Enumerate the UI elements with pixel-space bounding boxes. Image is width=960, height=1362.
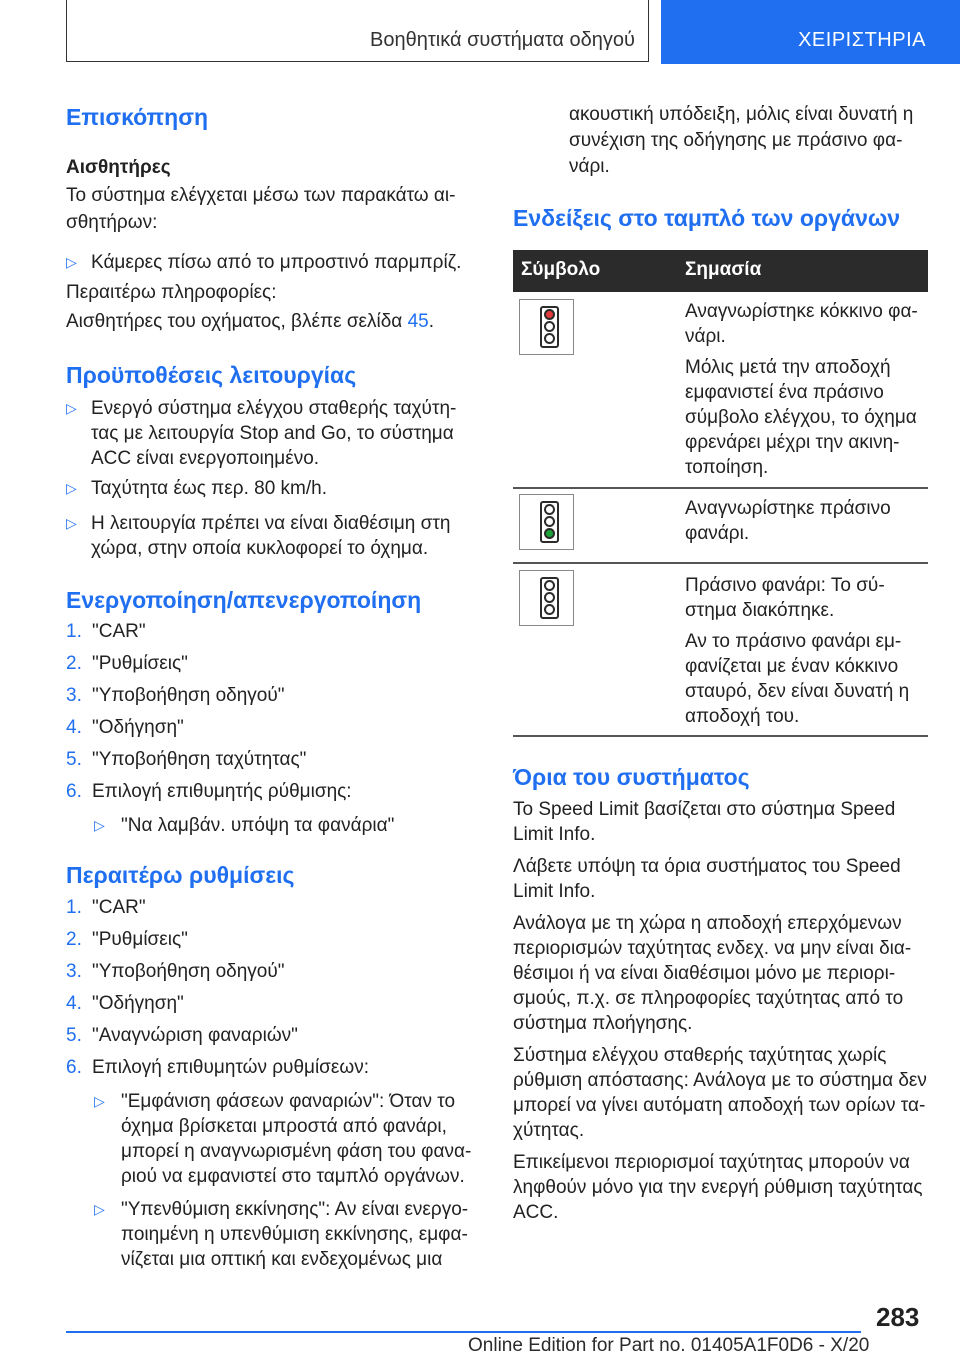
meaning-line: φρενάρει μέχρι την ακινη- xyxy=(685,432,900,453)
page-number: 283 xyxy=(876,1302,920,1332)
limits-text-line: Σύστημα ελέγχου σταθερής ταχύτητας χωρίς xyxy=(513,1045,887,1066)
meaning-line: φανάρι. xyxy=(685,523,750,544)
bullet-text: τας με λειτουργία Stop and Go, το σύστημα xyxy=(91,423,454,444)
limits-text-line: Ανάλογα με τη χώρα η αποδοχή επερχόμενων xyxy=(513,913,902,934)
header-chapter-title: ΧΕΙΡΙΣΤΗΡΙΑ xyxy=(798,29,926,51)
bullet-text: Ενεργό σύστημα ελέγχου σταθερής ταχύτη- xyxy=(91,398,457,419)
continued-text-line: ακουστική υπόδειξη, μόλις είναι δυνατή η xyxy=(569,104,914,125)
limits-text-line: ρύθμιση απόστασης: Ανάλογα με το σύστημα δεν xyxy=(513,1070,927,1091)
bullet-text: ποιημένη η υπενθύμιση εκκίνησης, εμφα- xyxy=(121,1224,468,1245)
bullet-text: ACC είναι ενεργοποιημένο. xyxy=(91,448,320,469)
sensors-text-line: σθητήρων: xyxy=(66,212,158,233)
column-header-symbol: Σύμβολο xyxy=(521,259,601,280)
bullet-text: "Εμφάνιση φάσεων φαναριών": Όταν το xyxy=(121,1091,456,1112)
meaning-line: σύμβολο ελέγχου, το όχημα xyxy=(685,407,917,428)
indicators-heading: Ενδείξεις στο ταμπλό των οργάνων xyxy=(513,205,901,231)
bullet-triangle-icon: ▷ xyxy=(66,515,77,531)
traffic-light-red-icon xyxy=(519,299,574,355)
bullet-text: "Να λαμβάν. υπόψη τα φανάρια" xyxy=(121,815,395,836)
meaning-line: φανίζεται με έναν κόκκινο xyxy=(685,656,899,677)
bullet-text: ριού να εμφανιστεί στο ταμπλό οργάνων. xyxy=(121,1166,465,1187)
limits-text-line: χύτητας. xyxy=(513,1120,585,1141)
bullet-text: Η λειτουργία πρέπει να είναι διαθέσιμη στη xyxy=(91,513,451,534)
bullet-triangle-icon: ▷ xyxy=(66,254,77,270)
limits-text-line: Επικείμενοι περιορισμοί ταχύτητας μπορούν να xyxy=(513,1152,910,1173)
red-cross-icon xyxy=(525,574,566,619)
limits-text-line: περιορισμών ταχύτητας ενδεχ. να μην είναι δια- xyxy=(513,938,912,959)
prerequisites-heading: Προϋποθέσεις λειτουργίας xyxy=(66,362,357,388)
sensors-reference-text: Αισθητήρες του οχήματος, βλέπε σελίδα xyxy=(66,311,408,332)
bullet-triangle-icon: ▷ xyxy=(66,400,77,416)
header-section-title: Βοηθητικά συστήματα οδηγού xyxy=(370,29,635,51)
continued-text-line: νάρι. xyxy=(569,156,610,177)
meaning-line: στημα διακόπηκε. xyxy=(685,600,835,621)
more-info-label: Περαιτέρω πληροφορίες: xyxy=(66,282,277,303)
meaning-line: σταυρό, δεν είναι δυνατή η xyxy=(685,681,910,702)
bullet-triangle-icon: ▷ xyxy=(66,480,77,496)
meaning-line: τοποίηση. xyxy=(685,457,769,478)
bullet-triangle-icon: ▷ xyxy=(94,1093,105,1109)
further-settings-heading: Περαιτέρω ρυθμίσεις xyxy=(66,862,295,888)
sensors-reference-period: . xyxy=(428,311,434,332)
indicators-table-header xyxy=(513,250,928,292)
traffic-light-crossed-icon xyxy=(519,570,574,626)
traffic-light-green-icon xyxy=(519,494,574,550)
limits-text-line: σμούς, π.χ. σε πληροφορίες ταχύτητας από το xyxy=(513,988,904,1009)
meaning-line: νάρι. xyxy=(685,326,726,347)
limits-text-line: Λάβετε υπόψη τα όρια συστήματος του Speed xyxy=(513,856,901,877)
system-limits-heading: Όρια του συστήματος xyxy=(513,764,750,790)
bullet-triangle-icon: ▷ xyxy=(94,1201,105,1217)
column-header-meaning: Σημασία xyxy=(685,259,762,280)
page-reference-link[interactable]: 45 xyxy=(407,311,429,332)
limits-text-line: ληφθούν μόνο για την ενεργή ρύθμιση ταχύτητας xyxy=(513,1177,923,1198)
table-divider xyxy=(513,562,928,564)
limits-text-line: ACC. xyxy=(513,1202,559,1223)
meaning-line: Μόλις μετά την αποδοχή xyxy=(685,357,891,378)
limits-text-line: Limit Info. xyxy=(513,824,596,845)
table-divider xyxy=(513,735,928,737)
footer-edition: Online Edition for Part no. 01405A1F0D6 - X/20 xyxy=(468,1335,870,1356)
meaning-line: Αναγνωρίστηκε κόκκινο φα- xyxy=(685,301,918,322)
bullet-triangle-icon: ▷ xyxy=(94,817,105,833)
bullet-text: Κάμερες πίσω από το μπροστινό παρμπρίζ. xyxy=(91,252,462,273)
bullet-text: μπορεί η αναγνωρισμένη φάση του φανα- xyxy=(121,1141,472,1162)
bullet-text: όχημα βρίσκεται μπροστά από φανάρι, xyxy=(121,1116,447,1137)
table-divider xyxy=(513,487,928,489)
footer-divider xyxy=(66,1331,861,1333)
bullet-text: νίζεται μια οπτική και ενδεχομένως μια xyxy=(121,1249,443,1270)
sensors-heading: Αισθητήρες xyxy=(66,157,171,178)
overview-heading: Επισκόπηση xyxy=(66,104,208,130)
bullet-text: χώρα, στην οποία κυκλοφορεί το όχημα. xyxy=(91,538,429,559)
activation-heading: Ενεργοποίηση/απενεργοποίηση xyxy=(66,587,422,613)
limits-text-line: Limit Info. xyxy=(513,881,596,902)
bullet-text: "Υπενθύμιση εκκίνησης": Αν είναι ενεργο- xyxy=(121,1199,469,1220)
meaning-line: Αν το πράσινο φανάρι εμ- xyxy=(685,631,902,652)
meaning-line: Πράσινο φανάρι: Το σύ- xyxy=(685,575,885,596)
sensors-text-line: Το σύστημα ελέγχεται μέσω των παρακάτω αι- xyxy=(66,185,456,206)
bullet-text: Ταχύτητα έως περ. 80 km/h. xyxy=(91,478,327,499)
limits-text-line: Το Speed Limit βασίζεται στο σύστημα Speed xyxy=(513,799,896,820)
header-chapter-tab xyxy=(661,0,960,64)
continued-text-line: συνέχιση της οδήγησης με πράσινο φα- xyxy=(569,130,903,151)
limits-text-line: θέσιμοι ή να είναι διαθέσιμοι μόνο με περιορι- xyxy=(513,963,896,984)
limits-text-line: σύστημα πλοήγησης. xyxy=(513,1013,693,1034)
limits-text-line: μπορεί να γίνει αυτόματη αποδοχή των ορίων τα- xyxy=(513,1095,926,1116)
meaning-line: αποδοχή του. xyxy=(685,706,800,727)
meaning-line: Αναγνωρίστηκε πράσινο xyxy=(685,498,891,519)
meaning-line: εμφανιστεί ένα πράσινο xyxy=(685,382,884,403)
sensors-reference xyxy=(66,311,434,333)
